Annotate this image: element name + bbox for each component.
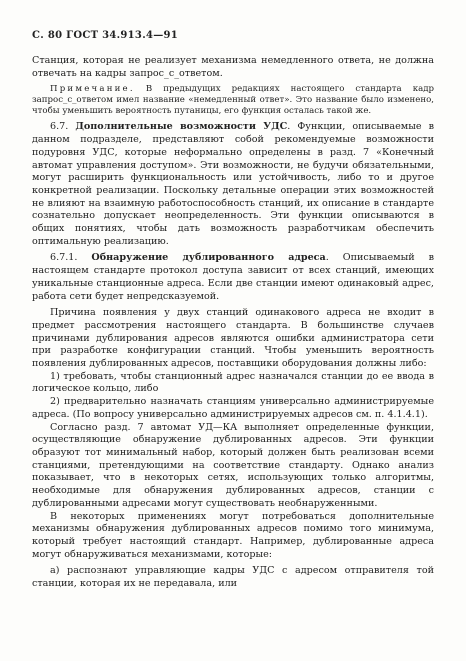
section-6-7-text: . Функции, описываемые в данном подразделе, представляют собой рекомендуемые возможности подуровня УДС, которые неформально определены в разд. 7 «Конечный автомат управления доступом». Эти возможности, не будучи обязательными, могут расширить функциональность или устойчивость, либо то и другое конкретной реализации. Поскольку детальные операции этих возможностей не влияют на взаимную работоспособность станций, их описание в стандарте сознательно допускает неопределенность. Эти функции описываются в общих понятиях, чтобы дать возможность разработчикам обеспечить оптимальную реализацию.	[32, 121, 434, 247]
section-6-7-1	[32, 252, 434, 303]
paragraph-according-section-7: Согласно разд. 7 автомат УД—КА выполняет определенные функции, осуществляющие обнаружение дублированных адресов. Эти функции образуют тот минимальный набор, который должен быть реализован всеми станциями, претендующими на соответствие стандарту. Однако анализ показывает, что в некоторых сетях, использующих только алгоритмы, необходимые для обнаружения дублированных адресов, станции с дублированными адресами могут существовать необнаруженными.	[32, 421, 434, 509]
section-6-7-number: 6.7.	[50, 121, 76, 133]
section-6-7-title: Дополнительные возможности УДС	[75, 121, 288, 133]
note	[32, 84, 434, 117]
note-label: Примечание.	[50, 84, 135, 95]
list-item-1: 1) требовать, чтобы станционный адрес назначался станции до ее ввода в логическое кольцо, либо	[32, 370, 434, 395]
paragraph-some-applications: В некоторых применениях могут потребоваться дополнительные механизмы обнаружения дублированных адресов помимо того минимума, который требует настоящий стандарт. Например, дублированные адреса могут обнаруживаться механизмами, которые:	[32, 510, 434, 560]
section-6-7-1-text: . Описываемый в настоящем стандарте протокол доступа зависит от всех станций, имеющих уникальные станционные адреса. Если две станции имеют одинаковый адрес, работа сети будет непредсказуемой.	[32, 252, 434, 302]
list-item-2: 2) предварительно назначать станциям универсально администрируемые адреса. (По вопросу универсально администрируемых адресов см. п. 4.1.4.1).	[32, 396, 434, 420]
paragraph-duplicate-reason: Причина появления у двух станций одинакового адреса не входит в предмет рассмотрения настоящего стандарта. В большинстве случаев причинами дублирования адресов являются ошибки администратора сети при разработке конфигурации станций. Чтобы уменьшить вероятность появления дублированных адресов, поставщики оборудования должны либо:	[32, 307, 434, 370]
section-6-7-1-title: Обнаружение дублированного адреса	[91, 252, 326, 264]
note-text: В предыдущих редакциях настоящего стандарта кадр запрос_с_ответом имел название «немедленный ответ». Это название было изменено, чтобы уменьшить вероятность путаницы, его функция осталась такой же.	[32, 84, 434, 117]
paragraph-no-immediate-response: Станция, которая не реализует механизма немедленного ответа, не должна отвечать на кадры запрос_с_ответом.	[32, 55, 434, 79]
section-6-7	[32, 121, 434, 248]
section-6-7-1-number: 6.7.1.	[50, 252, 92, 264]
running-head: С. 80 ГОСТ 34.913.4—91	[32, 30, 179, 41]
list-item-a: а) распознают управляющие кадры УДС с адресом отправителя той станции, которая их не передавала, или	[32, 565, 434, 590]
